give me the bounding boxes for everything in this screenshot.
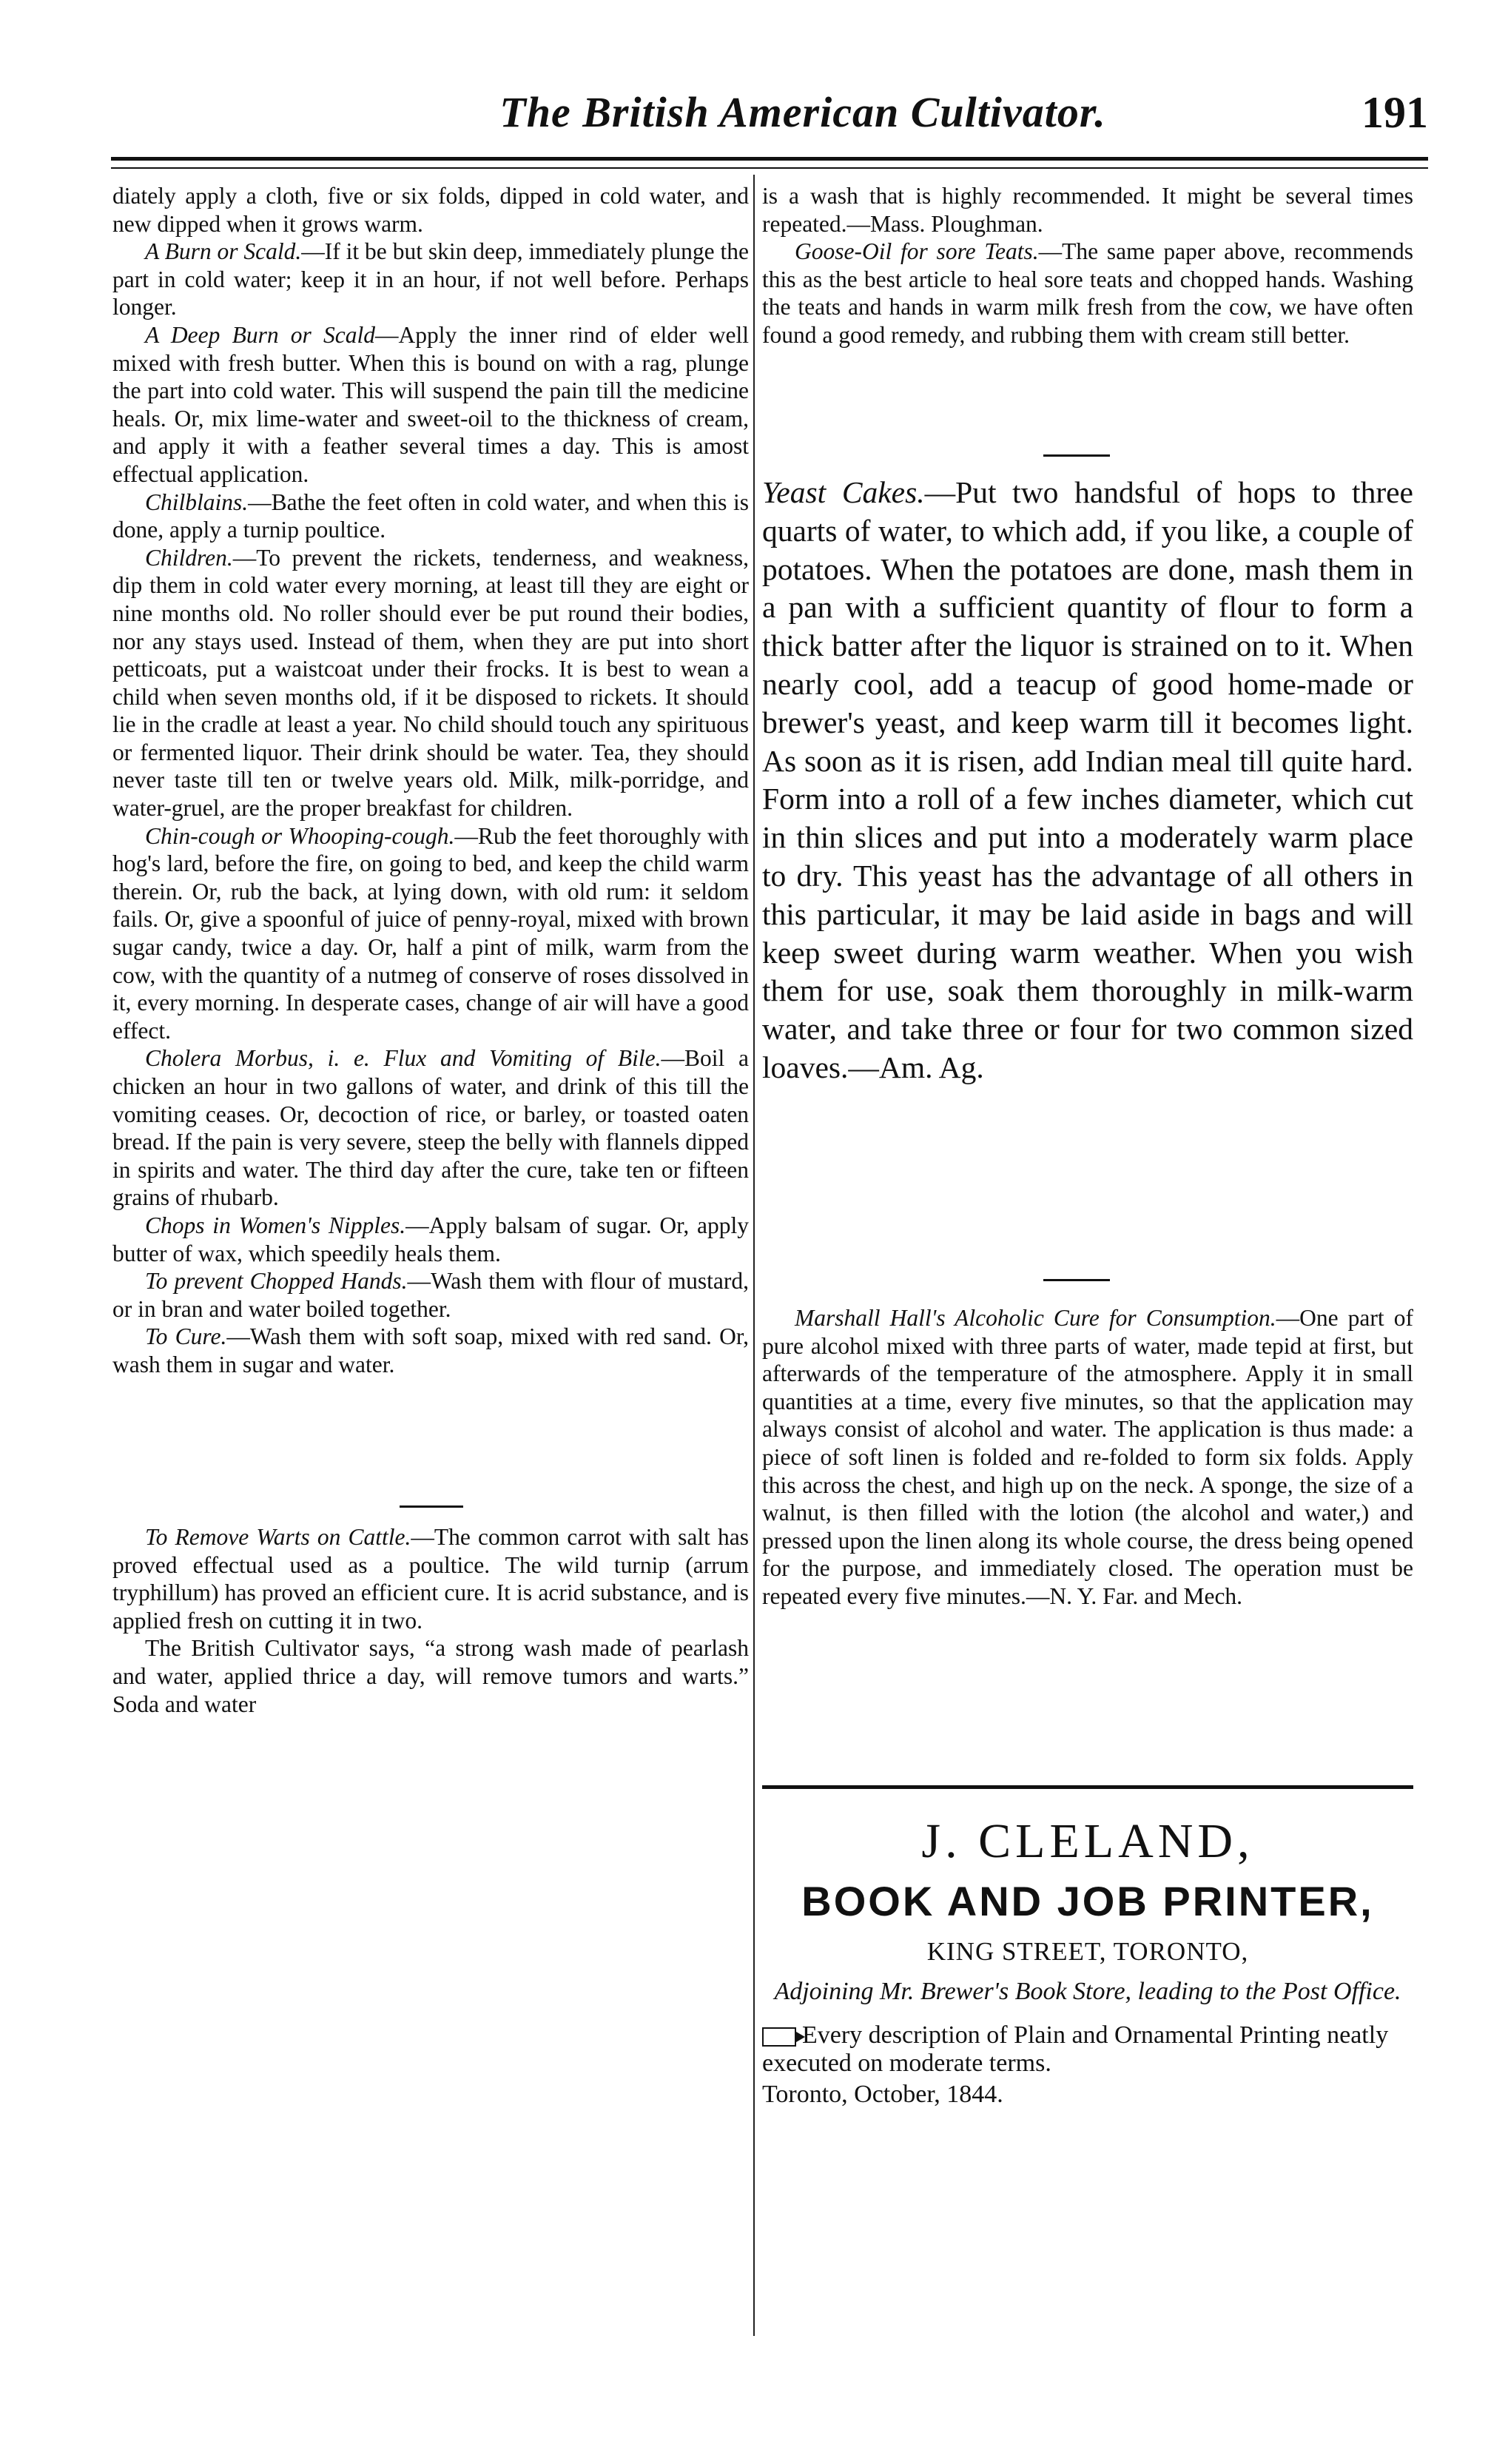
paragraph: [112, 1212, 749, 1267]
paragraph: [112, 822, 749, 1045]
paragraph-heading: A Deep Burn or Scald: [145, 321, 376, 348]
advert-description-text: Every description of Plain and Ornamental Printing neatly executed on moderate terms.: [762, 2021, 1389, 2077]
paragraph: [112, 1323, 749, 1378]
section-rule: [400, 1505, 463, 1508]
paragraph-text: —Bathe the feet often in cold water, and when this is done, apply a turnip poultice.: [112, 489, 749, 543]
paragraph: [762, 182, 1413, 238]
article-heading: Marshall Hall's Alcoholic Cure for Consumption.: [795, 1305, 1276, 1331]
article-body: —One part of pure alcohol mixed with three parts of water, made tepid at first, but afterwards of the temperature of the atmosphere. Apply it in small quantities at a time, every five minutes, so that the application may always consist of alcohol and water. The application is thus made: a piece of soft linen is folded and re-folded to form six folds. Apply this across the chest, and high up on the neck. A sponge, the size of a walnut, is then filled with the lotion (the alcohol and water,) and pressed upon the linen along its whole course, the dress being opened for the purpose, and immediately closed. The operation must be repeated every five minutes.—N. Y. Far. and Mech.: [762, 1305, 1413, 1609]
paragraph-text: —Apply balsam of sugar. Or, apply butter of wax, which speedily heals them.: [112, 1212, 749, 1266]
paragraph: [112, 544, 749, 822]
paragraph-text: —Wash them with soft soap, mixed with red sand. Or, wash them in sugar and water.: [112, 1323, 749, 1377]
paragraph-text: —The common carrot with salt has proved effectual used as a poultice. The wild turnip (arrum tryphillum) has proved an efficient cure. It is acrid substance, and is applied fresh on cutting it in two.: [112, 1524, 749, 1634]
paragraph-heading: Chilblains.: [145, 489, 249, 515]
paragraph: [762, 238, 1413, 349]
paragraph-heading: To prevent Chopped Hands.: [145, 1268, 408, 1295]
paragraph: [112, 489, 749, 544]
advert-date: Toronto, October, 1844.: [762, 2081, 1003, 2108]
advert-street: KING STREET, TORONTO,: [926, 1937, 1249, 1966]
paragraph-text: —Boil a chicken an hour in two gallons of water, and drink of this till the vomiting ceases. Or, decoction of rice, or barley, or toasted oaten bread. If the pain is very severe, steep the belly with flannels dipped in spirits and water. The third day after the cure, take ten or fifteen grains of rhubarb.: [112, 1045, 750, 1211]
paragraph-text: —The same paper above, recommends this as the best article to heal sore teats and chopped hands. Washing the teats and hands in warm milk fresh from the cow, we have often found a good remedy, and rubbing them with cream still better.: [762, 238, 1413, 348]
left-column-lower: [112, 1523, 749, 1718]
paragraph-text: The British Cultivator says, “a strong wash made of pearlash and water, applied thrice a day, will remove tumors and warts.” Soda and water: [112, 1635, 749, 1717]
paragraph-text: —If it be but skin deep, immediately plunge the part in cold water; keep it in an hour, if not well before. Perhaps longer.: [112, 238, 749, 320]
paragraph-heading: A Burn or Scald.: [145, 238, 302, 265]
paragraph-heading: Children.: [145, 544, 233, 571]
advert-business: BOOK AND JOB PRINTER,: [801, 1878, 1374, 1924]
page-number: 191: [1361, 88, 1428, 137]
paragraph-text: —Apply the inner rind of elder well mixed with fresh butter. When this is bound on with a rag, plunge the part into cold water. This will suspend the pain till the medicine heals. Or, mix lime-water and sweet-oil to the thickness of cream, and apply it with a feather several times a day. This is amost effectual application.: [112, 321, 750, 487]
article-body: —Put two handsful of hops to three quarts of water, to which add, if you like, a couple of potatoes. When the potatoes are done, mash them in a pan with a sufficient quantity of flour to form a thick batter after the liquor is strained on to it. When nearly cool, add a teacup of good home-made or brewer's yeast, and keep warm till it becomes light. As soon as it is risen, add Indian meal till quite hard. Form into a roll of a few inches diameter, which cut in thin slices and put into a moderately warm place to dry. This yeast has the advantage of all others in this particular, it may be laid aside in bags and will keep sweet during warm weather. When you wish them for use, soak them thoroughly in milk-warm water, and take three or four for two common sized loaves.—Am. Ag.: [762, 475, 1413, 1084]
pointing-hand-icon: [762, 2027, 796, 2047]
paragraph-heading: Goose-Oil for sore Teats.: [795, 238, 1039, 265]
section-rule: [1043, 1279, 1110, 1281]
paragraph-text: —Rub the feet thoroughly with hog's lard, before the fire, on going to bed, and keep the child warm therein. Or, rub the back, at lying down, with old rum: it seldom fails. Or, give a spoonful of juice of penny-royal, mixed with brown sugar candy, twice a day. Or, half a pint of milk, warm from the cow, with the quantity of a nutmeg of conserve of roses dissolved in it, every morning. In desperate cases, change of air will have a good effect.: [112, 822, 749, 1044]
paragraph: [112, 321, 749, 489]
paragraph: [112, 1044, 749, 1212]
paragraph-heading: Chops in Women's Nipples.: [145, 1212, 406, 1238]
advert-description: [762, 2021, 1413, 2078]
right-column-upper: [762, 182, 1413, 349]
column-divider: [753, 175, 755, 2336]
yeast-cakes-article: [762, 474, 1413, 1087]
paragraph-text: —To prevent the rickets, tenderness, and weakness, dip them in cold water every morning, at least till they are eight or nine months old. No roller should ever be put round their bodies, nor any stays used. Instead of them, when they are put into short petticoats, put a waistcoat under their frocks. It is best to wean a child when seven months old, if it be disposed to rickets. It should lie in the cradle at least a year. No child should touch any spirituous or fermented liquor. Their drink should be water. Tea, they should never taste till ten or twelve years old. Milk, milk-porridge, and water-gruel, are the proper breakfast for children.: [112, 544, 749, 822]
paragraph-heading: Chin-cough or Whooping-cough.: [145, 822, 455, 849]
paragraph: [112, 1523, 749, 1634]
advert-rule: [762, 1785, 1413, 1789]
section-rule: [1043, 454, 1110, 457]
page-title: The British American Cultivator.: [499, 88, 1106, 136]
article-heading: Yeast Cakes.: [762, 475, 925, 509]
paragraph-heading: To Cure.: [145, 1323, 227, 1350]
header-rule-thick: [111, 157, 1428, 161]
paragraph-text: —Wash them with flour of mustard, or in bran and water boiled together.: [112, 1268, 749, 1322]
advertisement: [762, 1806, 1413, 2109]
header-rule-thin: [111, 167, 1428, 169]
advert-location: Adjoining Mr. Brewer's Book Store, leading to the Post Office.: [774, 1978, 1401, 2005]
left-column: [112, 182, 749, 1379]
paragraph-text: is a wash that is highly recommended. It might be several times repeated.—Mass. Ploughman.: [762, 183, 1413, 237]
advert-name: J. CLELAND,: [921, 1814, 1254, 1868]
paragraph-heading: To Remove Warts on Cattle.: [145, 1524, 411, 1550]
marshall-hall-article: [762, 1304, 1413, 1611]
paragraph: [112, 1634, 749, 1718]
paragraph-heading: Cholera Morbus, i. e. Flux and Vomiting of Bile.: [145, 1045, 662, 1072]
paragraph: [112, 238, 749, 321]
page-header: [111, 87, 1428, 147]
paragraph: [112, 182, 749, 238]
paragraph: [112, 1267, 749, 1323]
paragraph-text: diately apply a cloth, five or six folds, dipped in cold water, and new dipped when it grows warm.: [112, 183, 749, 237]
